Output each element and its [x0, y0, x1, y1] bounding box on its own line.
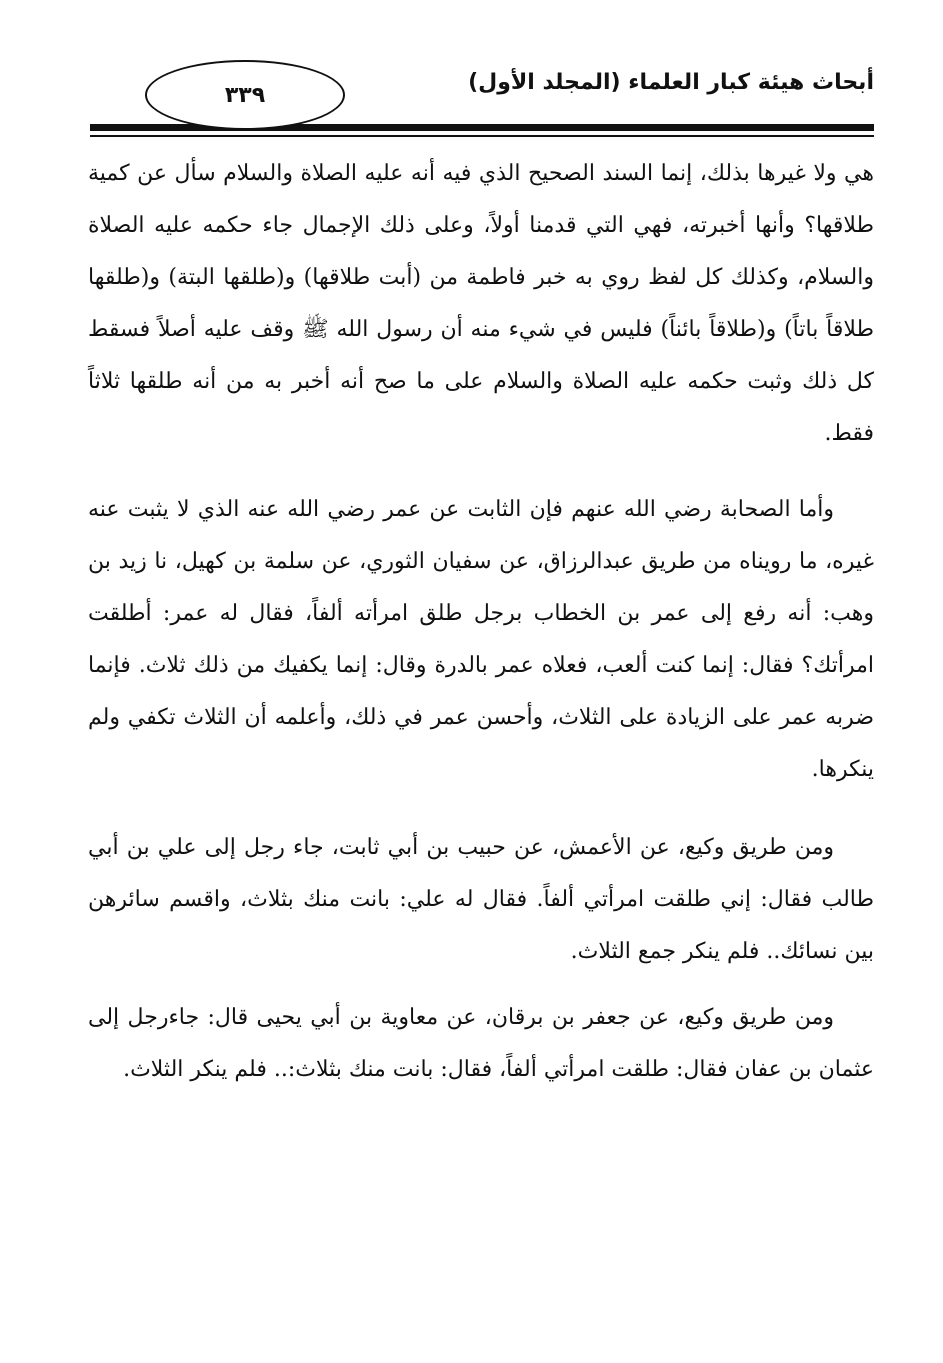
- running-title: أبحاث هيئة كبار العلماء (المجلد الأول): [468, 70, 874, 95]
- paragraph: ومن طريق وكيع، عن جعفر بن برقان، عن معاوية بن أبي يحيى قال: جاءرجل إلى عثمان بن عفان فقال: طلقت امرأتي ألفاً، فقال: بانت منك بثلاث:.. فلم ينكر الثلاث.: [88, 1005, 874, 1082]
- header-rule-thin: [90, 135, 874, 137]
- paragraph: هي ولا غيرها بذلك، إنما السند الصحيح الذي فيه أنه عليه الصلاة والسلام سأل عن كمية طلاقها؟ وأنها أخبرته، فهي التي قدمنا أولاً، وعلى ذلك الإجمال جاء حكمه عليه الصلاة والسلام، وكذلك كل لفظ روي به خبر فاطمة من (أبت طلاقها) و(طلقها البتة) و(طلقها طلاقاً باتاً) و(طلاقاً بائناً) فليس في شيء منه أن رسول الله ﷺ وقف عليه أصلاً فسقط كل ذلك وثبت حكمه عليه الصلاة والسلام على ما صح أنه أخبر به من أنه طلقها ثلاثاً فقط.: [88, 161, 874, 446]
- page-number-oval: [145, 60, 345, 130]
- page-header: [90, 60, 874, 145]
- page-number: ٣٣٩: [224, 82, 266, 108]
- paragraph: ومن طريق وكيع، عن الأعمش، عن حبيب بن أبي ثابت، جاء رجل إلى علي بن أبي طالب فقال: إني طلقت امرأتي ألفاً. فقال له علي: بانت منك بثلاث، واقسم سائرهن بين نسائك.. فلم ينكر جمع الثلاث.: [88, 835, 874, 964]
- paragraph: وأما الصحابة رضي الله عنهم فإن الثابت عن عمر رضي الله عنه الذي لا يثبت عنه غيره، ما رويناه من طريق عبدالرزاق، عن سفيان الثوري، عن سلمة بن كهيل، نا زيد بن وهب: أنه رفع إلى عمر بن الخطاب برجل طلق امرأته ألفاً، فقال له عمر: أطلقت امرأتك؟ فقال: إنما كنت ألعب، فعلاه عمر بالدرة وقال: إنما يكفيك من ذلك ثلاث. فإنما ضربه عمر على الزيادة على الثلاث، وأحسن عمر في ذلك، وأعلمه أن الثلاث تكفي ولم ينكرها.: [88, 497, 874, 782]
- body-text: [88, 148, 874, 1096]
